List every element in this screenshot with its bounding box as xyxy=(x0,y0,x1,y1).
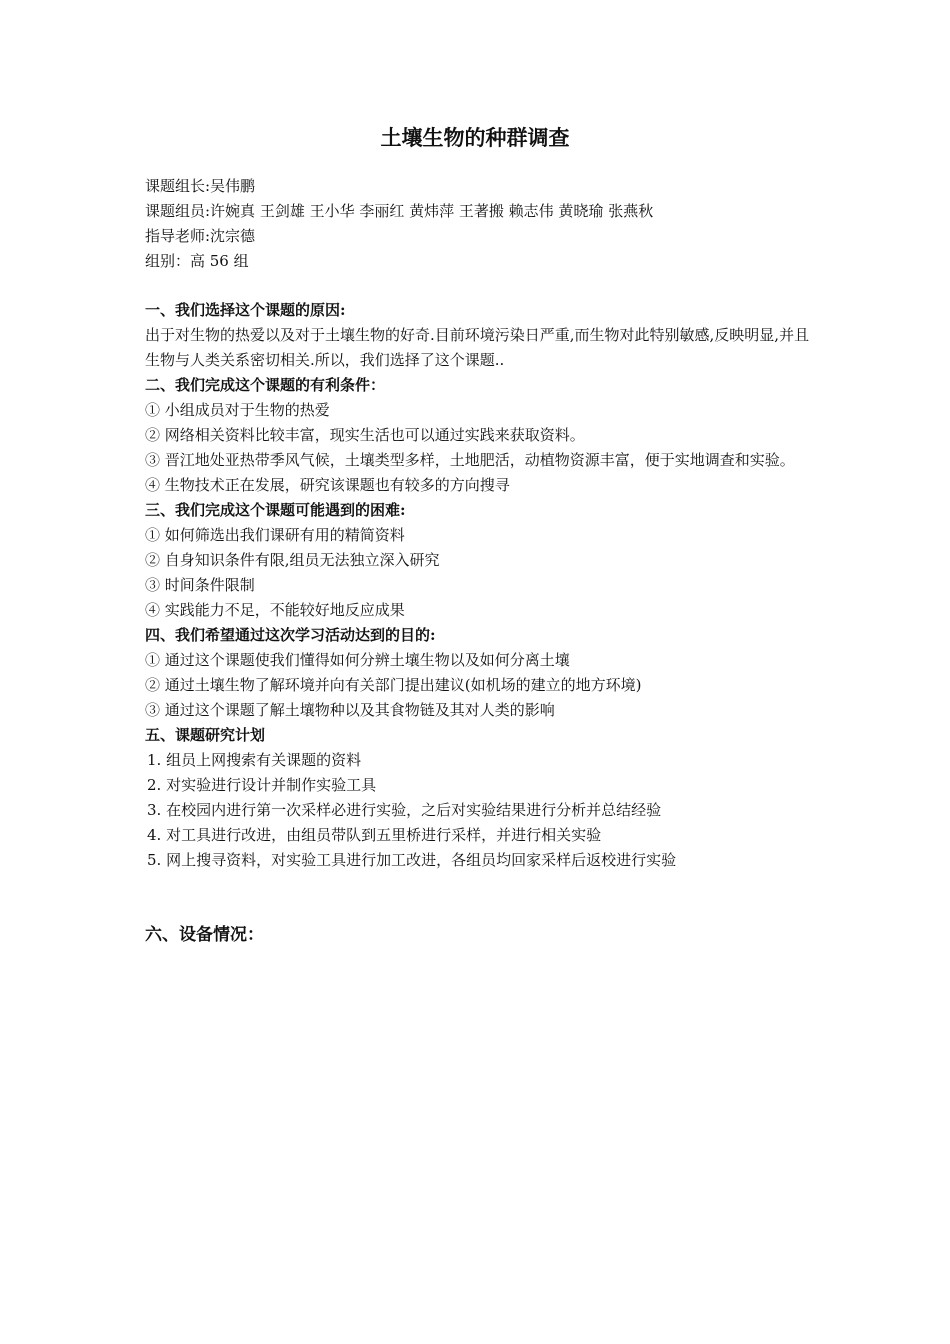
plan-item: 2. 对实验进行设计并制作实验工具 xyxy=(147,776,377,794)
project-leader: 课题组长:吴伟鹏 xyxy=(145,177,256,195)
section-1-text: 出于对生物的热爱以及对于土壤生物的好奇.目前环境污染日严重,而生物对此特别敏感,反映明显,并且生物与人类关系密切相关.所以，我们选择了这个课题.. xyxy=(145,326,810,369)
section-2-heading: 二、我们完成这个课题的有利条件： xyxy=(145,376,386,394)
section-3-item: ① 如何筛选出我们课研有用的精简资料 xyxy=(145,526,405,544)
section-4-item: ② 通过土壤生物了解环境并向有关部门提出建议(如机场的建立的地方环境) xyxy=(145,676,642,694)
project-info xyxy=(145,174,815,274)
plan-item: 4. 对工具进行改进，由组员带队到五里桥进行采样，并进行相关实验 xyxy=(147,826,602,844)
document-title: 土壤生物的种群调查 xyxy=(380,125,570,150)
plan-item: 1. 组员上网搜索有关课题的资料 xyxy=(147,751,362,769)
plan-item: 5. 网上搜寻资料，对实验工具进行加工改进，各组员均回家采样后返校进行实验 xyxy=(147,851,677,869)
group-label: 组别：高 56 组 xyxy=(145,252,249,270)
section-2-item: ③ 晋江地处亚热带季风气候，土壤类型多样，土地肥活，动植物资源丰富，便于实地调查和实验。 xyxy=(145,451,795,469)
section-3-item: ③ 时间条件限制 xyxy=(145,576,255,594)
section-5-heading: 五、课题研究计划 xyxy=(145,726,266,744)
section-6-heading: 六、设备情况： xyxy=(145,925,264,945)
section-4-heading: 四、我们希望通过这次学习活动达到的目的: xyxy=(145,626,436,644)
section-2-item: ② 网络相关资料比较丰富，现实生活也可以通过实践来获取资料。 xyxy=(145,426,585,444)
section-3-heading: 三、我们完成这个课题可能遇到的困难: xyxy=(145,501,406,519)
section-2-item: ④ 生物技术正在发展，研究该课题也有较多的方向搜寻 xyxy=(145,476,510,494)
document-body xyxy=(145,298,815,873)
section-3-item: ② 自身知识条件有限,组员无法独立深入研究 xyxy=(145,551,440,569)
section-4-item: ① 通过这个课题使我们懂得如何分辨土壤生物以及如何分离土壤 xyxy=(145,651,570,669)
section-3-item: ④ 实践能力不足，不能较好地反应成果 xyxy=(145,601,405,619)
section-4-item: ③ 通过这个课题了解土壤物种以及其食物链及其对人类的影响 xyxy=(145,701,555,719)
advisor: 指导老师:沈宗德 xyxy=(145,227,256,245)
plan-item: 3. 在校园内进行第一次采样必进行实验，之后对实验结果进行分析并总结经验 xyxy=(147,801,662,819)
project-members: 课题组员:许婉真 王剑雄 王小华 李丽红 黄炜萍 王著搬 赖志伟 黄晓瑜 张燕秋 xyxy=(145,202,654,220)
section-1-heading: 一、我们选择这个课题的原因: xyxy=(145,301,346,319)
section-2-item: ① 小组成员对于生物的热爱 xyxy=(145,401,330,419)
